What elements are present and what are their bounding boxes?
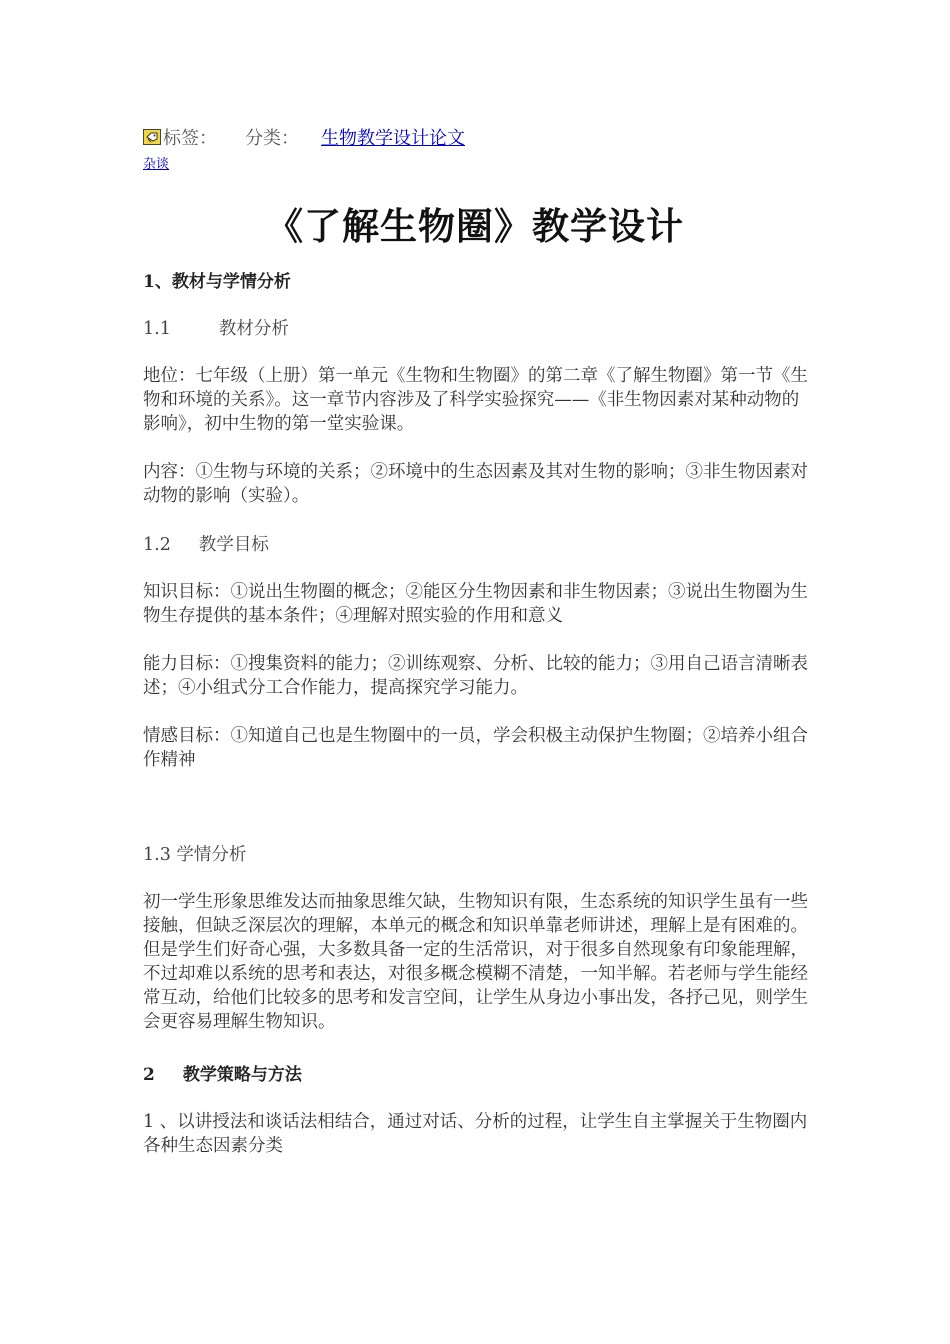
section-2-heading — [143, 1063, 811, 1087]
tag-label: 标签： — [163, 128, 217, 149]
subsection-1-2-number: 1.2 — [143, 535, 171, 555]
subsection-1-1-number: 1.1 — [143, 319, 171, 339]
category-link[interactable]: 生物教学设计论文 — [321, 128, 465, 149]
paragraph-student-analysis: 初一学生形象思维发达而抽象思维欠缺，生物知识有限，生态系统的知识学生虽有一些接触，但缺乏深层次的理解，本单元的概念和知识单靠老师讲述，理解上是有困难的。但是学生们好奇心强，大多数具备一定的生活常识，对于很多自然现象有印象能理解，不过却难以系统的思考和表达，对很多概念模糊不清楚，一知半解。若老师与学生能经常互动，给他们比较多的思考和发言空间，让学生从身边小事出发，各抒己见，则学生会更容易理解生物知识。 — [143, 892, 808, 1032]
category-label: 分类： — [245, 128, 299, 149]
paragraph-ability-goals: 能力目标：①搜集资料的能力；②训练观察、分析、比较的能力；③用自己语言清晰表述；④小组式分工合作能力，提高探究学习能力。 — [143, 654, 808, 698]
document-title: 《了解生物圈》教学设计 — [266, 204, 684, 248]
tag-icon-glyph — [145, 131, 159, 143]
paragraph-method-1: 1 、以讲授法和谈话法相结合，通过对话、分析的过程，让学生自主掌握关于生物圈内各种生态因素分类 — [143, 1112, 808, 1156]
paragraph-emotion-goals: 情感目标：①知道自己也是生物圈中的一员，学会积极主动保护生物圈；②培养小组合作精神 — [143, 726, 808, 770]
section-1-heading: 1、教材与学情分析 — [143, 272, 291, 292]
section-2-title: 教学策略与方法 — [182, 1065, 302, 1085]
subsection-1-3-heading: 1.3 学情分析 — [143, 845, 247, 865]
tag-icon — [143, 129, 161, 145]
paragraph-position: 地位：七年级（上册）第一单元《生物和生物圈》的第二章《了解生物圈》第一节《生物和环境的关系》。这一章节内容涉及了科学实验探究——《非生物因素对某种动物的影响》，初中生物的第一堂实验课。 — [143, 366, 808, 434]
subsection-1-2-heading — [143, 533, 811, 557]
subsection-1-1-title: 教材分析 — [218, 319, 289, 339]
tag-link[interactable]: 杂谈 — [143, 157, 170, 172]
subsection-1-2-title: 教学目标 — [198, 535, 269, 555]
paragraph-content: 内容：①生物与环境的关系；②环境中的生态因素及其对生物的影响；③非生物因素对动物的影响（实验）。 — [143, 462, 808, 506]
section-2-number: 2 — [143, 1065, 155, 1085]
meta-row — [143, 124, 465, 150]
subsection-1-1-heading — [143, 317, 811, 341]
paragraph-knowledge-goals: 知识目标：①说出生物圈的概念；②能区分生物因素和非生物因素；③说出生物圈为生物生存提供的基本条件；④理解对照实验的作用和意义 — [143, 582, 808, 626]
